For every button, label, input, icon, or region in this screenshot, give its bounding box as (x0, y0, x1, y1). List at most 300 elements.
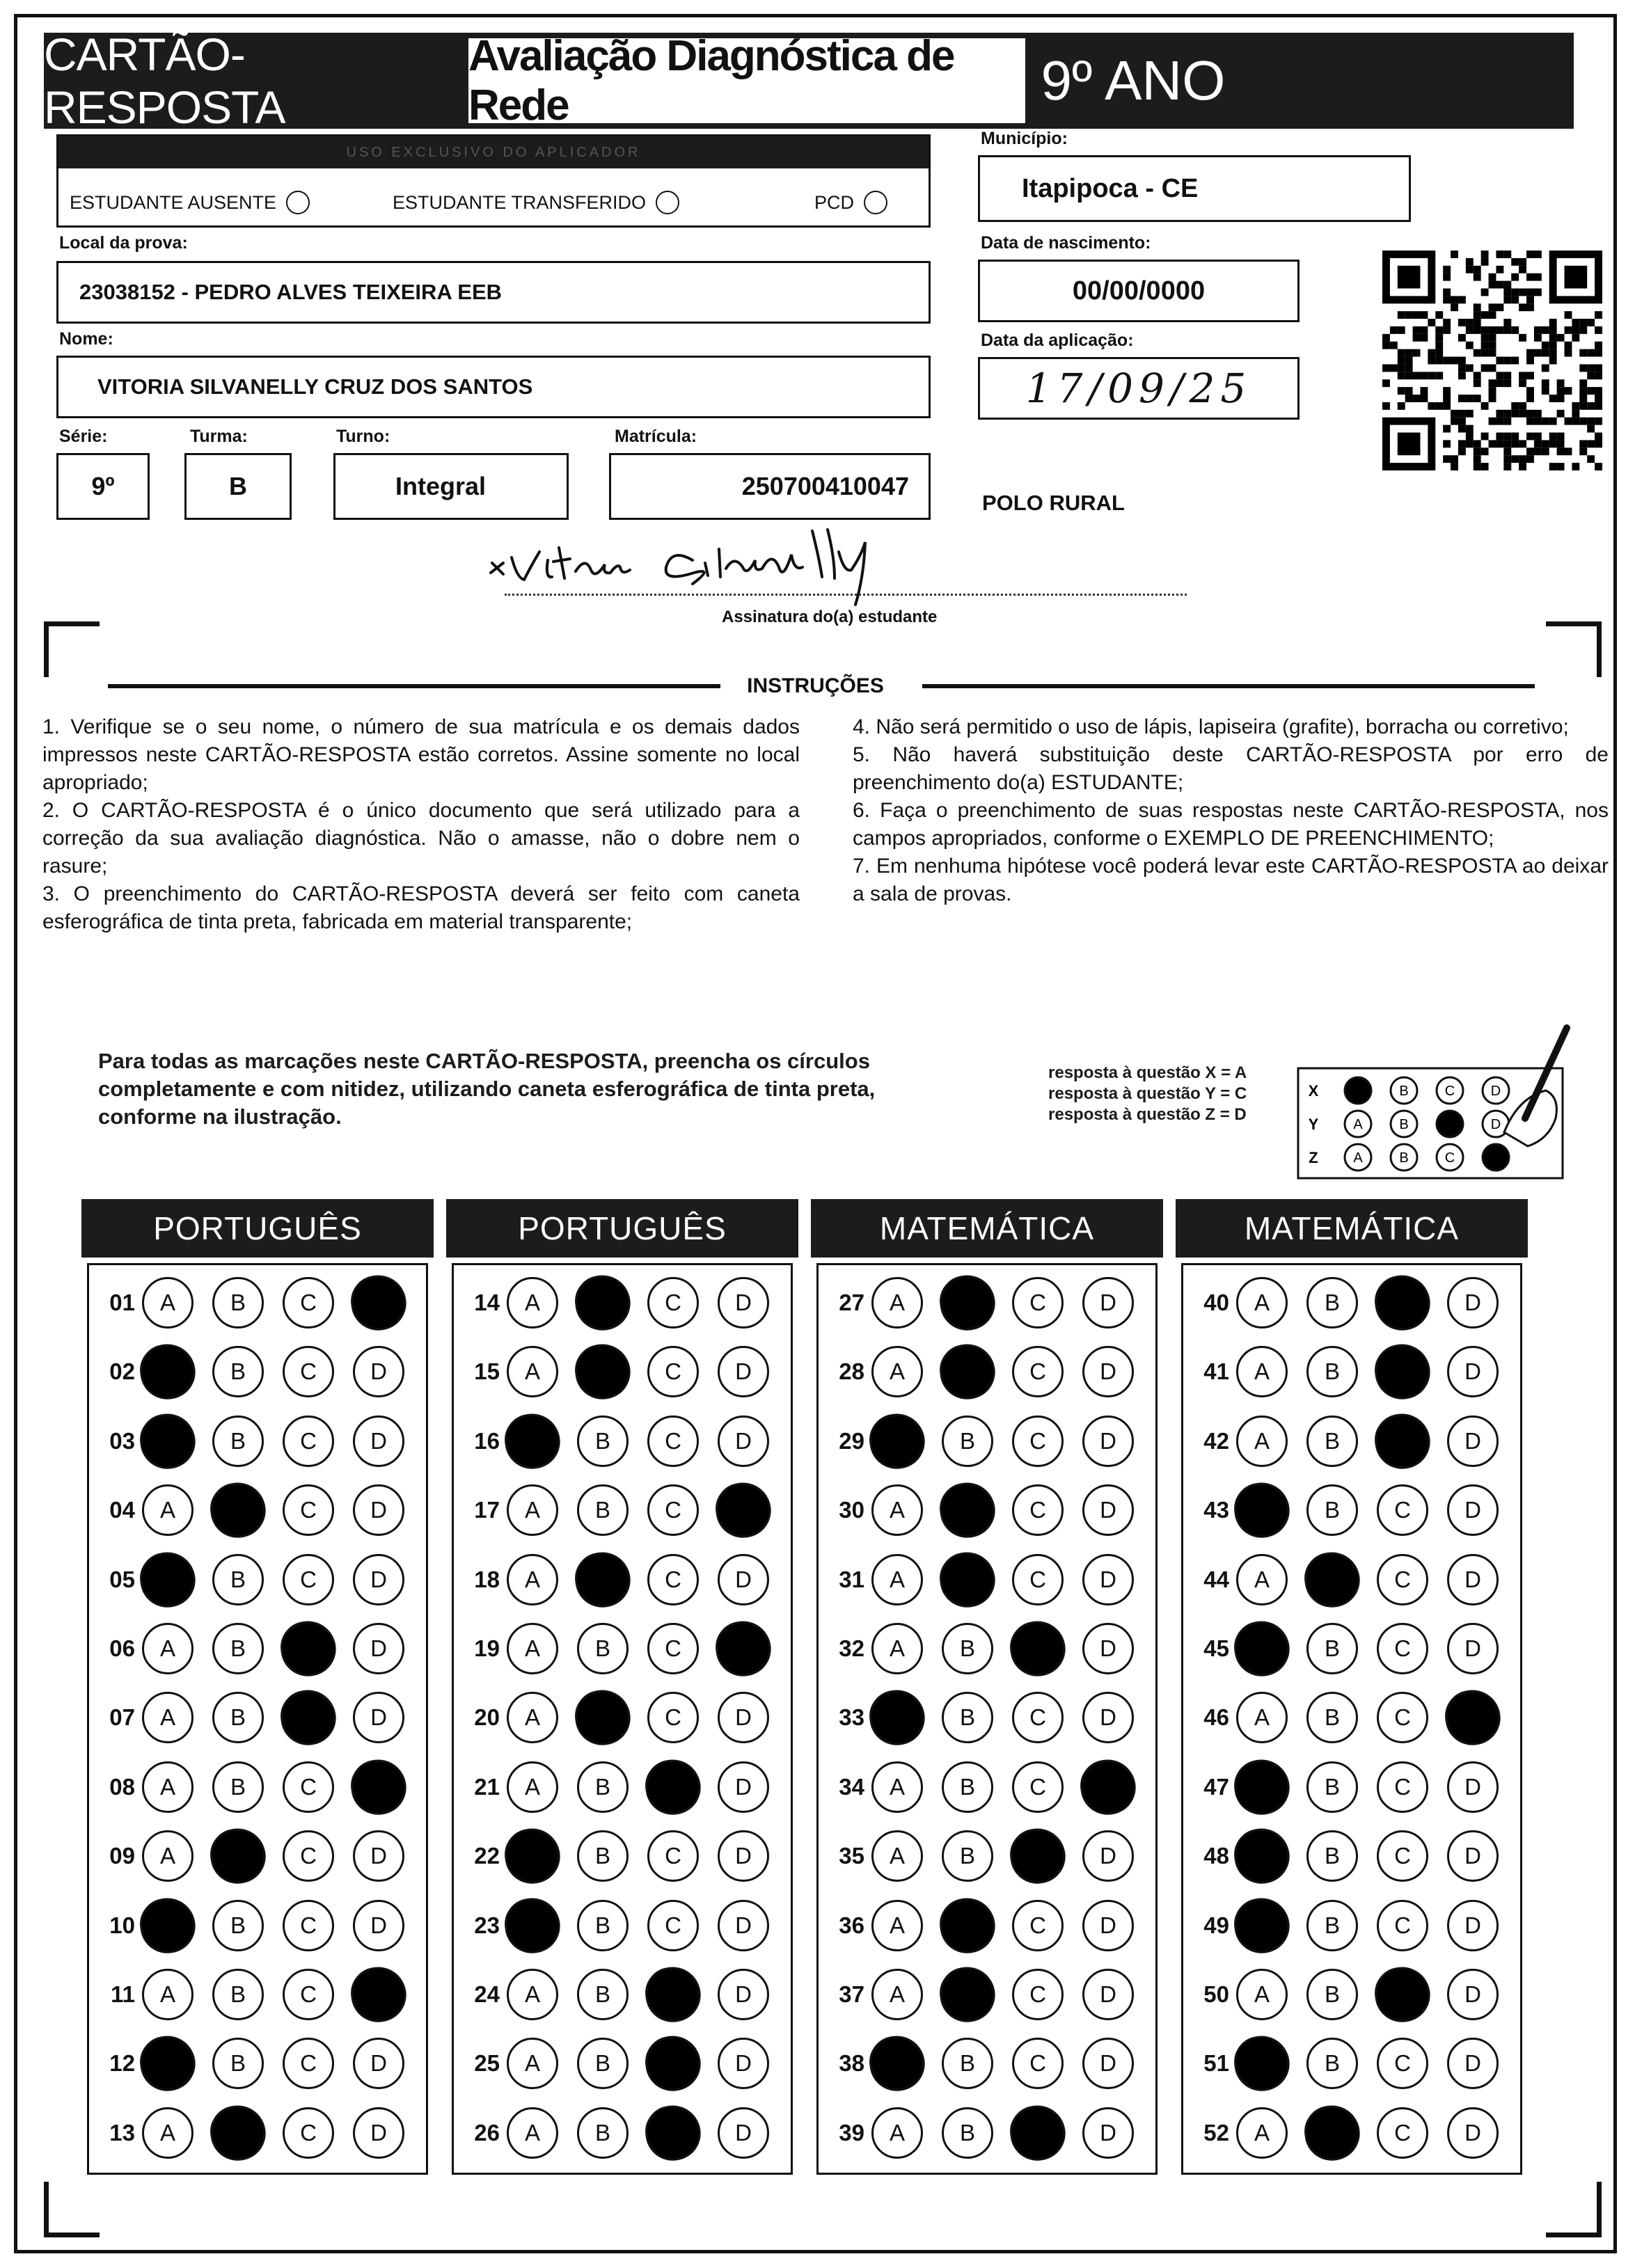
answer-bubble-b[interactable]: B (212, 1900, 264, 1951)
answer-bubble-a[interactable] (501, 1894, 563, 1956)
answer-bubble-d[interactable]: D (1447, 1346, 1499, 1397)
answer-bubble-b[interactable]: B (1306, 1415, 1358, 1467)
answer-bubble-c[interactable]: C (283, 1484, 334, 1536)
answer-bubble-c[interactable] (1371, 1410, 1433, 1472)
question-number: 08 (109, 1773, 135, 1800)
absent-option[interactable] (70, 191, 310, 214)
answer-bubble-d[interactable]: D (1447, 1969, 1499, 2020)
answer-bubble-a[interactable] (1231, 1617, 1293, 1679)
answer-section-3 (811, 1199, 1163, 2146)
answer-bubble-b[interactable] (1301, 1548, 1363, 1610)
question-row (454, 1759, 791, 1815)
answer-bubble-c[interactable]: C (647, 1692, 699, 1743)
answer-bubble-c[interactable] (1006, 1825, 1068, 1887)
answer-bubble-d[interactable]: D (353, 1346, 404, 1397)
question-number: 49 (1203, 1912, 1229, 1938)
answer-bubble-a[interactable] (1231, 1479, 1293, 1541)
question-row (819, 1967, 1155, 2022)
answer-bubble-d[interactable]: D (1447, 1484, 1499, 1536)
answer-bubble-c[interactable]: C (283, 2107, 334, 2159)
answer-bubble-d[interactable]: D (1082, 1900, 1134, 1951)
absent-radio[interactable] (286, 191, 310, 214)
question-row (454, 1898, 791, 1953)
answer-bubble-b[interactable]: B (212, 1277, 264, 1329)
answer-bubble-c[interactable]: C (283, 1554, 334, 1605)
class-field: B (184, 453, 292, 520)
section-title: PORTUGUÊS (446, 1199, 798, 1258)
answer-bubble-c[interactable]: C (283, 1415, 334, 1467)
answer-bubble-d[interactable] (347, 1271, 409, 1333)
answer-bubble-a[interactable]: A (142, 1692, 193, 1743)
question-row (89, 1344, 426, 1399)
answer-bubble-d[interactable]: D (1082, 1830, 1134, 1882)
example-bubble-letter: D (1490, 1084, 1501, 1099)
answer-bubble-a[interactable]: A (142, 2107, 193, 2159)
answer-bubble-a[interactable]: A (142, 1277, 193, 1329)
question-number: 26 (474, 2119, 500, 2146)
shift-label: Turno: (336, 427, 390, 446)
answer-bubble-d[interactable]: D (718, 1346, 769, 1397)
question-number: 06 (109, 1635, 135, 1661)
application-date-field: 17/09/25 (978, 357, 1300, 420)
answer-sheet (14, 14, 1617, 2253)
answer-bubble-b[interactable]: B (942, 1623, 993, 1674)
answer-bubble-a[interactable]: A (1236, 1554, 1288, 1605)
answer-bubble-d[interactable]: D (1082, 1415, 1134, 1467)
answer-bubble-c[interactable] (642, 2033, 704, 2095)
answer-bubble-a[interactable]: A (507, 1554, 558, 1605)
answer-bubble-a[interactable] (136, 1410, 198, 1472)
answer-bubble-a[interactable]: A (507, 2107, 558, 2159)
answer-bubble-d[interactable] (1442, 1687, 1503, 1749)
answer-bubble-c[interactable] (1006, 2102, 1068, 2164)
answer-bubble-d[interactable]: D (353, 1554, 404, 1605)
answer-bubble-a[interactable]: A (871, 1830, 923, 1882)
answer-bubble-c[interactable]: C (283, 1900, 334, 1951)
answer-bubble-a[interactable]: A (507, 1484, 558, 1536)
answer-bubble-c[interactable]: C (283, 2038, 334, 2089)
question-number: 04 (109, 1497, 135, 1523)
question-number: 47 (1203, 1773, 1229, 1800)
answer-bubble-c[interactable] (277, 1617, 339, 1679)
answer-bubble-c[interactable]: C (1012, 1346, 1064, 1397)
question-number: 20 (474, 1704, 500, 1731)
filling-example (56, 986, 1597, 1188)
answer-bubble-b[interactable] (1301, 2102, 1363, 2164)
answer-bubble-c[interactable] (642, 1963, 704, 2025)
answer-bubble-a[interactable]: A (871, 1277, 923, 1329)
answer-bubble-a[interactable]: A (871, 1900, 923, 1951)
instruction-item: 5. Não haverá substituição deste CARTÃO-RESPOSTA por erro de preenchimento do(a) ESTUDANTE; (853, 743, 1609, 794)
section-title: PORTUGUÊS (81, 1199, 434, 1258)
question-row (819, 1828, 1155, 1884)
question-row (454, 2036, 791, 2091)
answer-bubble-c[interactable]: C (647, 1554, 699, 1605)
answer-bubble-a[interactable] (866, 1410, 928, 1472)
answer-bubble-d[interactable]: D (718, 1277, 769, 1329)
answer-bubble-c[interactable]: C (1012, 1415, 1064, 1467)
answer-bubble-b[interactable] (207, 1479, 269, 1541)
answer-bubble-b[interactable] (936, 1548, 998, 1610)
answer-bubble-b[interactable] (571, 1271, 633, 1333)
answer-bubble-d[interactable]: D (353, 1900, 404, 1951)
answer-bubble-b[interactable]: B (1306, 1692, 1358, 1743)
answer-bubble-b[interactable] (936, 1963, 998, 2025)
example-legend (1048, 1063, 1247, 1125)
answer-bubble-b[interactable] (936, 1271, 998, 1333)
answer-bubble-c[interactable]: C (1012, 1761, 1064, 1813)
answer-bubble-d[interactable]: D (1082, 2107, 1134, 2159)
municipality-label: Município: (981, 129, 1068, 148)
answer-bubble-c[interactable]: C (1377, 2038, 1428, 2089)
answer-bubble-c[interactable] (642, 2102, 704, 2164)
answer-bubble-d[interactable]: D (718, 1969, 769, 2020)
answer-bubble-b[interactable]: B (942, 1830, 993, 1882)
answer-bubble-a[interactable]: A (1236, 1415, 1288, 1467)
answer-bubble-a[interactable]: A (507, 1692, 558, 1743)
answer-bubble-b[interactable]: B (1306, 1346, 1358, 1397)
answer-bubble-d[interactable]: D (1082, 1346, 1134, 1397)
answer-bubble-d[interactable]: D (1082, 1484, 1134, 1536)
answer-bubble-c[interactable]: C (1377, 1761, 1428, 1813)
answer-bubble-a[interactable] (866, 1687, 928, 1749)
answer-bubble-d[interactable]: D (1447, 1623, 1499, 1674)
answer-bubble-d[interactable]: D (718, 1415, 769, 1467)
answer-bubble-a[interactable]: A (142, 1969, 193, 2020)
answer-bubble-b[interactable]: B (942, 2038, 993, 2089)
answer-bubble-d[interactable]: D (1447, 1830, 1499, 1882)
question-number: 33 (839, 1704, 864, 1731)
answer-bubble-a[interactable]: A (871, 1554, 923, 1605)
answer-bubble-b[interactable]: B (577, 1623, 629, 1674)
example-grid (1295, 1014, 1574, 1181)
answer-bubble-a[interactable] (136, 1341, 198, 1403)
signature-label: Assinatura do(a) estudante (722, 608, 938, 626)
answer-bubble-c[interactable]: C (1377, 1484, 1428, 1536)
answer-bubble-c[interactable]: C (1012, 2038, 1064, 2089)
answer-bubble-d[interactable] (347, 1963, 409, 2025)
answer-bubble-c[interactable]: C (1377, 2107, 1428, 2159)
question-number: 07 (109, 1704, 135, 1731)
answer-bubble-a[interactable]: A (871, 2107, 923, 2159)
question-row (1183, 1759, 1520, 1815)
example-bubble-letter: C (1444, 1150, 1455, 1166)
answer-bubble-b[interactable]: B (212, 1969, 264, 2020)
instruction-item: 2. O CARTÃO-RESPOSTA é o único documento que será utilizado para a correção da sua avaliação diagnóstica. Não o amasse, não o dobre nem o rasure; (42, 799, 800, 878)
answer-bubble-d[interactable] (347, 1756, 409, 1818)
answer-bubble-a[interactable] (1231, 1825, 1293, 1887)
answer-bubble-b[interactable]: B (212, 1415, 264, 1467)
answer-bubble-b[interactable] (571, 1687, 633, 1749)
answer-bubble-b[interactable] (571, 1341, 633, 1403)
answer-bubble-d[interactable]: D (1447, 1277, 1499, 1329)
answer-bubble-b[interactable] (571, 1548, 633, 1610)
answer-bubble-b[interactable]: B (212, 1692, 264, 1743)
answer-bubble-d[interactable]: D (718, 1554, 769, 1605)
answer-bubble-a[interactable]: A (1236, 1692, 1288, 1743)
answer-bubble-b[interactable] (936, 1341, 998, 1403)
answer-bubble-c[interactable] (1371, 1963, 1433, 2025)
transferred-option[interactable] (393, 191, 679, 214)
answer-bubble-b[interactable]: B (1306, 1969, 1358, 2020)
question-number: 42 (1203, 1427, 1229, 1454)
answer-bubble-a[interactable] (866, 2033, 928, 2095)
answer-bubble-a[interactable]: A (142, 1761, 193, 1813)
answer-bubble-c[interactable]: C (1377, 1830, 1428, 1882)
answer-bubble-a[interactable] (136, 1894, 198, 1956)
application-date-label: Data da aplicação: (981, 331, 1134, 350)
answer-bubble-a[interactable]: A (871, 1484, 923, 1536)
answer-bubble-a[interactable]: A (507, 2038, 558, 2089)
corner-mark-top-right (1546, 621, 1602, 677)
answer-bubble-d[interactable]: D (1447, 2038, 1499, 2089)
answer-bubble-c[interactable]: C (647, 1277, 699, 1329)
answer-bubble-c[interactable]: C (283, 1346, 334, 1397)
question-row (819, 1552, 1155, 1608)
answer-bubble-b[interactable]: B (577, 2107, 629, 2159)
answer-bubble-c[interactable]: C (283, 1277, 334, 1329)
pcd-radio[interactable] (864, 191, 887, 214)
corner-mark-bottom-left (44, 2182, 100, 2237)
example-bubble-letter: B (1399, 1150, 1409, 1166)
answer-bubble-c[interactable] (642, 1756, 704, 1818)
answer-bubble-a[interactable]: A (871, 1969, 923, 2020)
answer-bubble-a[interactable]: A (507, 1346, 558, 1397)
instructions-left (42, 713, 800, 936)
example-text: Para todas as marcações neste CARTÃO-RESPOSTA, preencha os círculos completamente e com nitidez, utilizando caneta esferográfica de tinta preta, conforme na ilustração. (98, 1049, 876, 1129)
question-row (454, 2105, 791, 2161)
answer-bubble-c[interactable]: C (647, 1900, 699, 1951)
answer-bubble-b[interactable]: B (212, 1623, 264, 1674)
answer-bubble-b[interactable]: B (1306, 1761, 1358, 1813)
question-number: 30 (839, 1497, 864, 1523)
answer-bubble-c[interactable]: C (647, 1623, 699, 1674)
instruction-item: 6. Faça o preenchimento de suas respostas neste CARTÃO-RESPOSTA, nos campos apropriados, conforme o EXEMPLO DE PREENCHIMENTO; (853, 799, 1609, 850)
answer-bubble-b[interactable]: B (1306, 2038, 1358, 2089)
example-bubble-letter: D (1490, 1117, 1501, 1132)
question-number: 48 (1203, 1843, 1229, 1869)
answer-bubble-b[interactable]: B (577, 2038, 629, 2089)
question-number: 27 (839, 1290, 864, 1315)
answer-bubble-d[interactable]: D (718, 1830, 769, 1882)
question-row (1183, 1898, 1520, 1953)
answer-bubble-d[interactable] (712, 1479, 774, 1541)
answer-bubble-b[interactable] (936, 1894, 998, 1956)
answer-bubble-d[interactable]: D (718, 1900, 769, 1951)
question-row (1183, 2036, 1520, 2091)
answer-bubble-d[interactable] (712, 1617, 774, 1679)
question-row (454, 1552, 791, 1608)
answer-bubble-c[interactable]: C (283, 1969, 334, 2020)
answer-bubble-b[interactable]: B (1306, 1623, 1358, 1674)
pcd-option[interactable] (814, 191, 887, 214)
answer-bubble-d[interactable]: D (353, 2107, 404, 2159)
answer-bubble-a[interactable] (1231, 1756, 1293, 1818)
answer-bubble-c[interactable]: C (647, 1484, 699, 1536)
answer-bubble-b[interactable]: B (577, 1415, 629, 1467)
question-number: 31 (839, 1566, 864, 1592)
answer-bubble-b[interactable] (207, 1825, 269, 1887)
answer-bubble-b[interactable] (207, 2102, 269, 2164)
question-row (89, 1621, 426, 1676)
question-row (454, 1482, 791, 1538)
question-row (89, 2036, 426, 2091)
answer-bubble-d[interactable]: D (353, 1692, 404, 1743)
answer-bubble-b[interactable]: B (577, 1969, 629, 2020)
question-row (89, 1275, 426, 1331)
answer-bubble-b[interactable]: B (212, 1346, 264, 1397)
answer-bubble-b[interactable]: B (212, 2038, 264, 2089)
answer-bubble-c[interactable]: C (1377, 1623, 1428, 1674)
question-number: 05 (109, 1566, 135, 1592)
answer-bubble-d[interactable]: D (1082, 2038, 1134, 2089)
example-bubble-letter: A (1353, 1117, 1363, 1132)
answer-bubble-a[interactable]: A (871, 1346, 923, 1397)
answer-bubble-c[interactable] (1371, 1271, 1433, 1333)
answer-bubble-d[interactable] (1077, 1756, 1139, 1818)
answer-bubble-b[interactable]: B (577, 1761, 629, 1813)
instruction-item: 3. O preenchimento do CARTÃO-RESPOSTA deverá ser feito com caneta esferográfica de tinta preta, fabricada em material transparente; (42, 882, 800, 933)
answer-bubble-d[interactable]: D (353, 1415, 404, 1467)
instructions-title: INSTRUÇÕES (747, 674, 884, 697)
question-number: 23 (474, 1912, 500, 1938)
question-row (819, 1898, 1155, 1953)
answer-bubble-d[interactable]: D (1447, 1554, 1499, 1605)
answer-bubble-b[interactable]: B (577, 1900, 629, 1951)
answer-bubble-a[interactable]: A (1236, 1969, 1288, 2020)
answer-bubble-c[interactable]: C (1377, 1900, 1428, 1951)
answer-bubble-b[interactable] (936, 1479, 998, 1541)
answer-bubble-a[interactable]: A (871, 1761, 923, 1813)
answer-bubble-a[interactable]: A (142, 1623, 193, 1674)
answer-bubble-a[interactable]: A (1236, 2107, 1288, 2159)
answer-section-1 (81, 1199, 434, 2146)
answer-bubble-a[interactable] (1231, 1894, 1293, 1956)
answer-bubble-d[interactable]: D (718, 1692, 769, 1743)
answer-bubble-d[interactable]: D (353, 2038, 404, 2089)
answer-bubble-d[interactable]: D (353, 1830, 404, 1882)
answer-bubble-b[interactable]: B (212, 1554, 264, 1605)
answer-bubble-b[interactable]: B (1306, 1830, 1358, 1882)
question-number: 40 (1203, 1290, 1229, 1315)
answer-bubble-a[interactable]: A (142, 1484, 193, 1536)
registration-label: Matrícula: (615, 427, 697, 446)
answer-bubble-a[interactable] (501, 1825, 563, 1887)
answer-bubble-a[interactable] (501, 1410, 563, 1472)
shift-field: Integral (333, 453, 569, 520)
answer-bubble-a[interactable]: A (1236, 1346, 1288, 1397)
answer-bubble-b[interactable]: B (577, 1830, 629, 1882)
answer-bubble-b[interactable]: B (942, 1415, 993, 1467)
question-row (89, 1967, 426, 2022)
answer-bubble-c[interactable]: C (1012, 1554, 1064, 1605)
answer-bubble-c[interactable] (1006, 1617, 1068, 1679)
answer-bubble-a[interactable]: A (507, 1277, 558, 1329)
answer-bubble-d[interactable]: D (718, 2038, 769, 2089)
answer-bubble-b[interactable]: B (1306, 1900, 1358, 1951)
answer-bubble-d[interactable]: D (353, 1484, 404, 1536)
corner-mark-bottom-right (1546, 2182, 1602, 2237)
answer-bubble-c[interactable]: C (1012, 1484, 1064, 1536)
answer-bubble-a[interactable]: A (507, 1761, 558, 1813)
answer-bubble-c[interactable] (277, 1687, 339, 1749)
answer-bubble-a[interactable] (136, 1548, 198, 1610)
answer-bubble-d[interactable]: D (1447, 1900, 1499, 1951)
answer-bubble-b[interactable]: B (942, 2107, 993, 2159)
answer-bubble-c[interactable]: C (1377, 1554, 1428, 1605)
example-bubble-letter: A (1353, 1150, 1363, 1166)
example-bubble (1437, 1111, 1463, 1137)
registration-field: 250700410047 (609, 453, 931, 520)
answer-bubble-d[interactable]: D (1447, 1761, 1499, 1813)
answer-bubble-a[interactable]: A (507, 1969, 558, 2020)
question-number: 52 (1203, 2119, 1229, 2146)
question-number: 02 (109, 1358, 135, 1385)
question-row (1183, 1275, 1520, 1331)
answer-bubble-c[interactable]: C (1012, 1900, 1064, 1951)
question-row (819, 1482, 1155, 1538)
answer-bubble-c[interactable]: C (1012, 1969, 1064, 2020)
example-row-label: Y (1308, 1116, 1319, 1133)
answer-bubble-b[interactable]: B (1306, 1484, 1358, 1536)
answer-bubble-c[interactable]: C (1012, 1277, 1064, 1329)
question-row (89, 1898, 426, 1953)
answer-bubble-d[interactable]: D (1082, 1692, 1134, 1743)
answer-bubble-a[interactable] (1231, 2033, 1293, 2095)
answer-bubble-c[interactable]: C (283, 1761, 334, 1813)
answer-bubble-d[interactable]: D (1082, 1277, 1134, 1329)
transferred-radio[interactable] (656, 191, 679, 214)
answer-bubble-a[interactable] (136, 2033, 198, 2095)
question-row (89, 1828, 426, 1884)
answer-bubble-d[interactable]: D (718, 2107, 769, 2159)
answer-bubble-b[interactable]: B (942, 1761, 993, 1813)
birth-date-field: 00/00/0000 (978, 260, 1300, 322)
answer-bubble-a[interactable]: A (142, 1830, 193, 1882)
question-number: 43 (1203, 1497, 1229, 1523)
answer-bubble-b[interactable]: B (212, 1761, 264, 1813)
answer-bubble-c[interactable]: C (647, 1830, 699, 1882)
answer-bubble-b[interactable]: B (1306, 1277, 1358, 1329)
answer-bubble-c[interactable]: C (647, 1415, 699, 1467)
answer-bubble-d[interactable]: D (1082, 1554, 1134, 1605)
question-number: 29 (839, 1427, 864, 1454)
answer-bubble-a[interactable]: A (507, 1623, 558, 1674)
answer-bubble-a[interactable]: A (1236, 1277, 1288, 1329)
answer-bubble-c[interactable]: C (647, 1346, 699, 1397)
answer-bubble-a[interactable]: A (871, 1623, 923, 1674)
answer-bubble-c[interactable]: C (1377, 1692, 1428, 1743)
answer-bubble-c[interactable]: C (283, 1830, 334, 1882)
question-number: 03 (109, 1427, 135, 1454)
question-number: 14 (474, 1290, 500, 1315)
answer-bubble-d[interactable]: D (1447, 2107, 1499, 2159)
answer-bubble-d[interactable]: D (718, 1761, 769, 1813)
question-number: 35 (839, 1843, 864, 1869)
answer-bubble-c[interactable] (1371, 1341, 1433, 1403)
answer-bubble-b[interactable]: B (577, 1484, 629, 1536)
answer-bubble-d[interactable]: D (1082, 1623, 1134, 1674)
signature-line (505, 594, 1187, 596)
answer-bubble-b[interactable]: B (942, 1692, 993, 1743)
answer-bubble-d[interactable]: D (353, 1623, 404, 1674)
question-number: 24 (474, 1981, 500, 2007)
question-row (819, 1690, 1155, 1745)
answer-bubble-c[interactable]: C (1012, 1692, 1064, 1743)
answer-bubble-d[interactable]: D (1082, 1969, 1134, 2020)
question-row (1183, 1413, 1520, 1469)
answer-bubble-d[interactable]: D (1447, 1415, 1499, 1467)
